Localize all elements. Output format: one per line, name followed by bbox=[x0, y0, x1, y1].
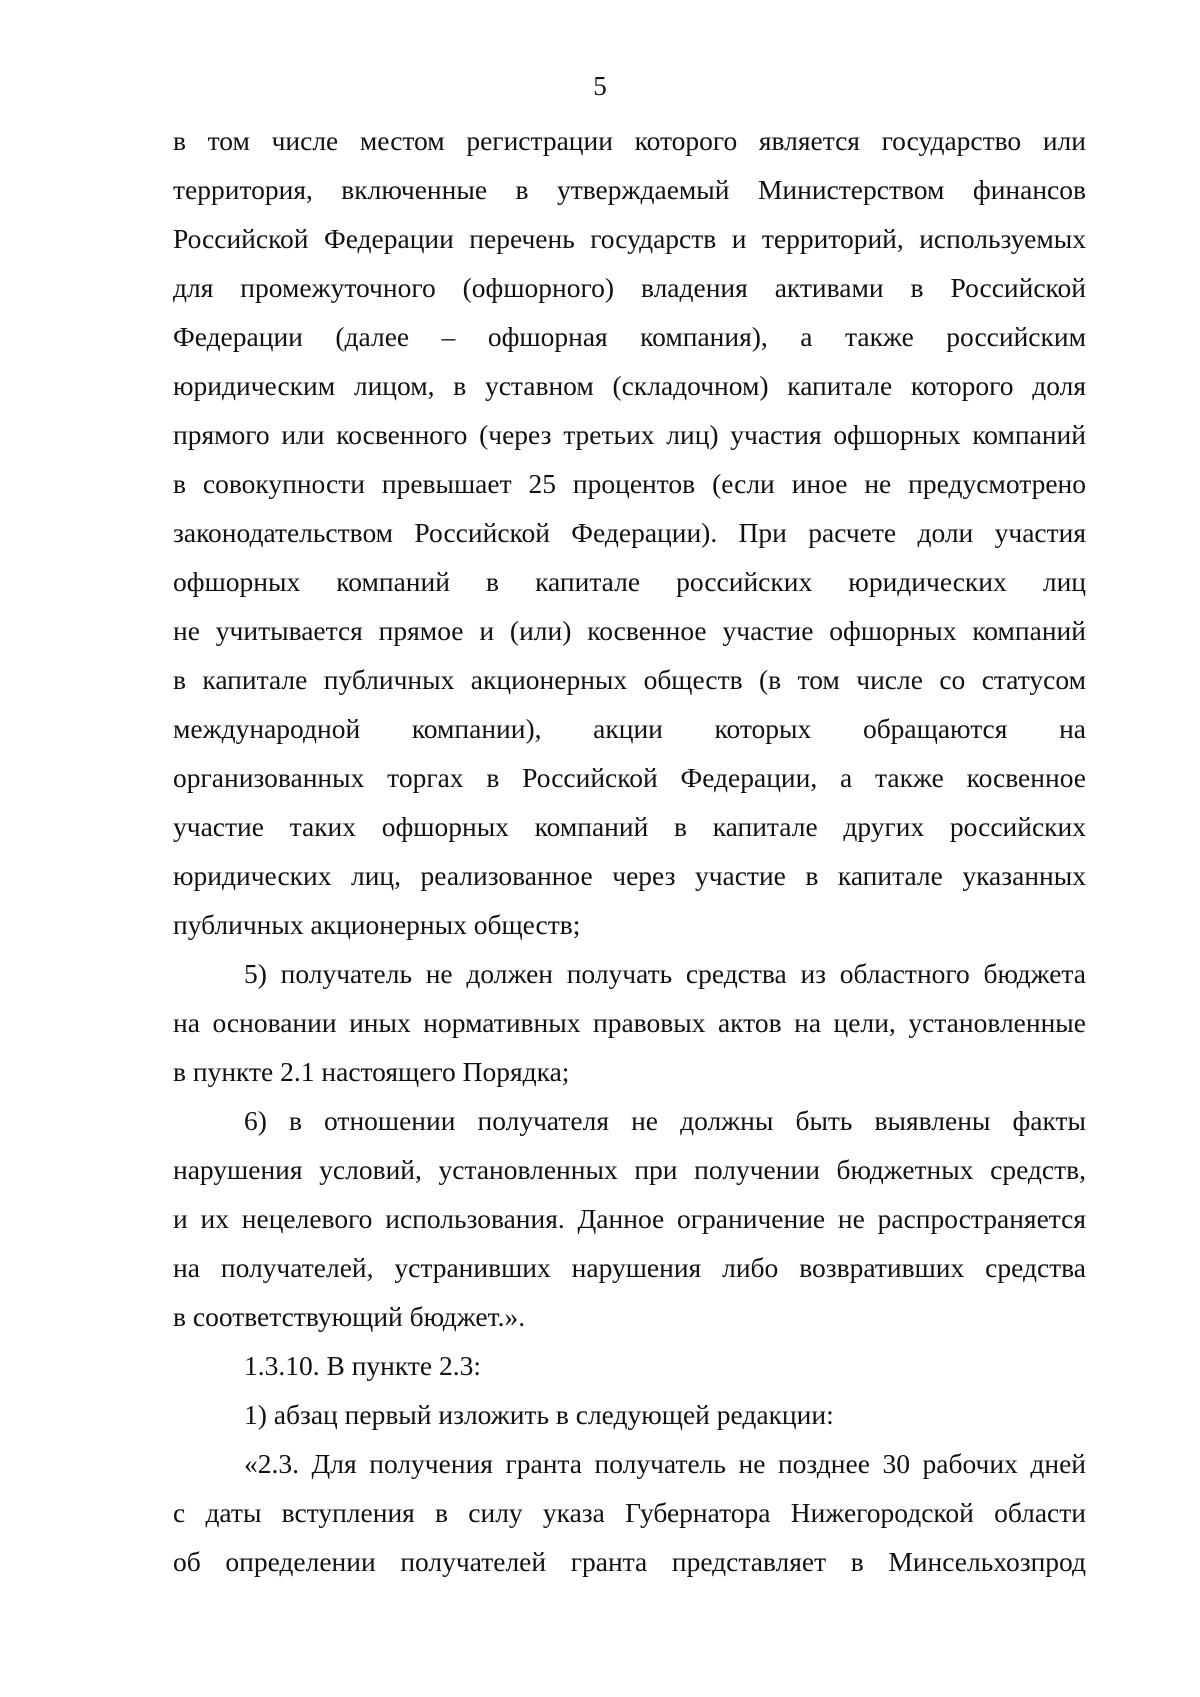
text-line: на получателей, устранивших нарушения либо возвративших средства bbox=[173, 1252, 1086, 1283]
text-line: «2.3. Для получения гранта получатель не позднее 30 рабочих дней bbox=[244, 1448, 1086, 1479]
text-line: в соответствующий бюджет.». bbox=[173, 1301, 526, 1332]
text-line: публичных акционерных обществ; bbox=[173, 909, 581, 940]
text-line: офшорных компаний в капитале российских юридических лиц bbox=[173, 566, 1086, 597]
paragraph-quote-2-3 bbox=[173, 1439, 1086, 1586]
text-line: в капитале публичных акционерных обществ (в том числе со статусом bbox=[173, 664, 1086, 695]
text-line: и их нецелевого использования. Данное ограничение не распространяется bbox=[173, 1203, 1086, 1234]
text-line: прямого или косвенного (через третьих лиц) участия офшорных компаний bbox=[173, 419, 1086, 450]
text-line: территория, включенные в утверждаемый Министерством финансов bbox=[173, 174, 1086, 205]
paragraph-offshore-continuation bbox=[173, 116, 1086, 949]
text-line: в совокупности превышает 25 процентов (если иное не предусмотрено bbox=[173, 468, 1086, 499]
text-line: Федерации (далее – офшорная компания), а также российским bbox=[173, 321, 1086, 352]
paragraph-section-1-3-10 bbox=[173, 1341, 1086, 1390]
document-body bbox=[173, 116, 1086, 1586]
text-line: в пункте 2.1 настоящего Порядка; bbox=[173, 1056, 570, 1087]
text-line: на основании иных нормативных правовых актов на цели, установленные bbox=[173, 1007, 1086, 1038]
text-line: международной компании), акции которых обращаются на bbox=[173, 713, 1086, 744]
text-line: Российской Федерации перечень государств и территорий, используемых bbox=[173, 223, 1086, 254]
page-number: 5 bbox=[593, 71, 607, 101]
text-line: юридическим лицом, в уставном (складочном) капитале которого доля bbox=[173, 370, 1086, 401]
text-line: с даты вступления в силу указа Губернатора Нижегородской области bbox=[173, 1497, 1086, 1528]
text-line: не учитывается прямое и (или) косвенное участие офшорных компаний bbox=[173, 615, 1086, 646]
text-line: 1) абзац первый изложить в следующей редакции: bbox=[244, 1399, 834, 1430]
text-line: 6) в отношении получателя не должны быть выявлены факты bbox=[244, 1105, 1086, 1136]
text-line: нарушения условий, установленных при получении бюджетных средств, bbox=[173, 1154, 1086, 1185]
paragraph-item-6 bbox=[173, 1096, 1086, 1341]
text-line: 5) получатель не должен получать средства из областного бюджета bbox=[244, 958, 1086, 989]
text-line: об определении получателей гранта представляет в Минсельхозпрод bbox=[173, 1546, 1086, 1577]
text-line: законодательством Российской Федерации). При расчете доли участия bbox=[173, 517, 1086, 548]
text-line: 1.3.10. В пункте 2.3: bbox=[244, 1350, 482, 1381]
paragraph-item-5 bbox=[173, 949, 1086, 1096]
text-line: для промежуточного (офшорного) владения активами в Российской bbox=[173, 272, 1086, 303]
text-line: юридических лиц, реализованное через участие в капитале указанных bbox=[173, 860, 1086, 891]
text-line: организованных торгах в Российской Федерации, а также косвенное bbox=[173, 762, 1086, 793]
text-line: в том числе местом регистрации которого является государство или bbox=[173, 125, 1086, 156]
paragraph-sub-item-1 bbox=[173, 1390, 1086, 1439]
text-line: участие таких офшорных компаний в капитале других российских bbox=[173, 811, 1086, 842]
